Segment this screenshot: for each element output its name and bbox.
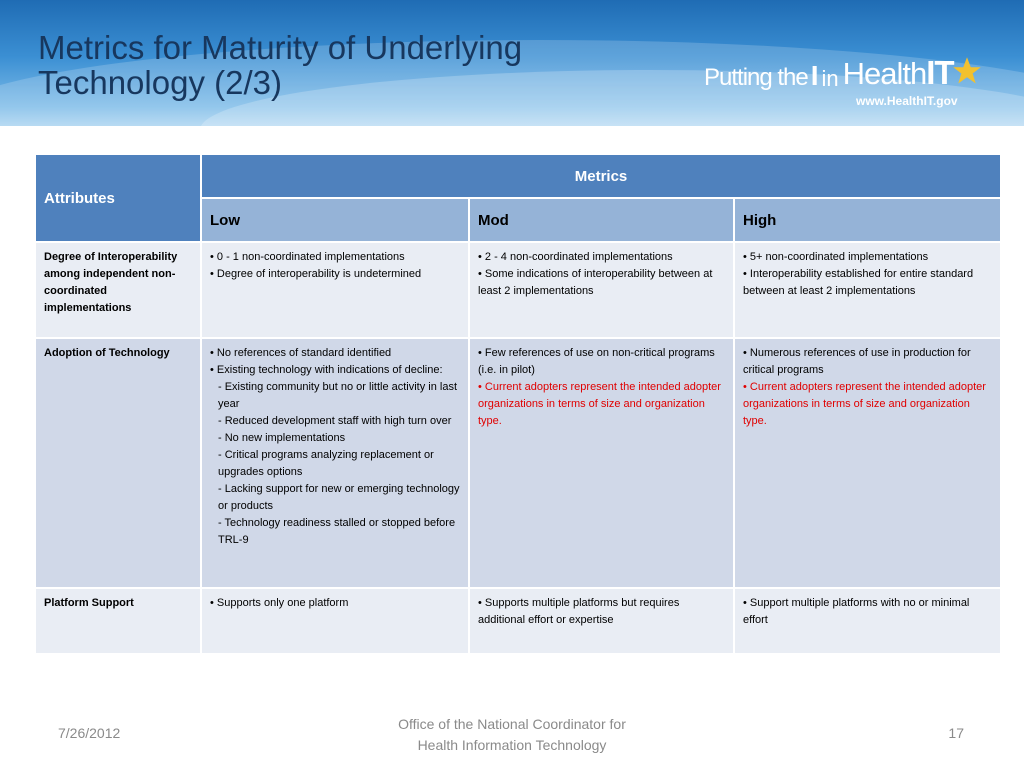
header-low: Low <box>201 198 469 242</box>
cell-line: • Supports only one platform <box>210 597 349 609</box>
logo-putting-text: Putting the <box>704 64 808 91</box>
cell-line: • 2 - 4 non-coordinated implementations <box>478 251 673 263</box>
header-mod: Mod <box>469 198 734 242</box>
cell-subline: - Critical programs analyzing replacement or upgrades options <box>218 449 434 478</box>
header-high: High <box>734 198 1001 242</box>
healthit-logo <box>704 54 1004 114</box>
cell-low <box>201 588 469 654</box>
cell-mod <box>469 338 734 588</box>
slide-title-line-1: Metrics for Maturity of Underlying <box>38 29 523 66</box>
cell-line: • Interoperability established for entire standard between at least 2 implementations <box>743 268 974 297</box>
row-attribute: Adoption of Technology <box>35 338 201 588</box>
cell-line: • 5+ non-coordinated implementations <box>743 251 929 263</box>
cell-high <box>734 588 1001 654</box>
header-attributes: Attributes <box>35 154 201 242</box>
cell-low <box>201 338 469 588</box>
slide-title-line-2: Technology (2/3) <box>38 64 282 101</box>
cell-subline: - Lacking support for new or emerging technology or products <box>218 483 460 512</box>
header-metrics: Metrics <box>201 154 1001 198</box>
cell-line: • Some indications of interoperability between at least 2 implementations <box>478 268 713 297</box>
logo-i-text: I <box>810 60 819 91</box>
row-attribute: Degree of Interoperability among independent non-coordinated implementations <box>35 242 201 338</box>
footer-office-line-1: Office of the National Coordinator for <box>398 716 626 732</box>
table-row-platform <box>35 588 1001 654</box>
footer-office <box>362 714 662 756</box>
cell-line: • Support multiple platforms with no or minimal effort <box>743 597 970 626</box>
cell-high <box>734 338 1001 588</box>
slide-title <box>38 30 678 100</box>
cell-mod <box>469 242 734 338</box>
cell-line: • Few references of use on non-critical programs (i.e. in pilot) <box>478 347 715 376</box>
logo-it-text: IT <box>926 54 954 91</box>
logo-wordmark <box>704 54 1004 92</box>
logo-in-text: in <box>821 66 839 91</box>
cell-subline: - Reduced development staff with high turn over <box>218 415 452 427</box>
star-icon <box>952 56 982 86</box>
cell-line: • 0 - 1 non-coordinated implementations <box>210 251 405 263</box>
cell-line-highlight: • Current adopters represent the intended adopter organizations in terms of size and organization type. <box>478 381 721 427</box>
cell-line: • No references of standard identified <box>210 347 392 359</box>
cell-line-highlight: • Current adopters represent the intended adopter organizations in terms of size and organization type. <box>743 381 986 427</box>
footer-office-line-2: Health Information Technology <box>417 737 607 753</box>
cell-high <box>734 242 1001 338</box>
table-row-interoperability <box>35 242 1001 338</box>
cell-line: • Existing technology with indications of decline: <box>210 364 443 376</box>
footer-page-number: 17 <box>948 725 964 741</box>
cell-low <box>201 242 469 338</box>
cell-subline: - Existing community but no or little activity in last year <box>218 381 458 410</box>
logo-url: www.HealthIT.gov <box>856 94 958 108</box>
row-attribute: Platform Support <box>35 588 201 654</box>
cell-line: • Degree of interoperability is undetermined <box>210 268 422 280</box>
metrics-table <box>34 153 1002 655</box>
cell-mod <box>469 588 734 654</box>
logo-health-text: Health <box>842 56 927 91</box>
cell-subline: - No new implementations <box>218 432 346 444</box>
cell-line: • Supports multiple platforms but requires additional effort or expertise <box>478 597 680 626</box>
footer-date: 7/26/2012 <box>58 725 121 741</box>
cell-line: • Numerous references of use in production for critical programs <box>743 347 971 376</box>
table-row-adoption <box>35 338 1001 588</box>
cell-subline: - Technology readiness stalled or stopped before TRL-9 <box>218 517 456 546</box>
